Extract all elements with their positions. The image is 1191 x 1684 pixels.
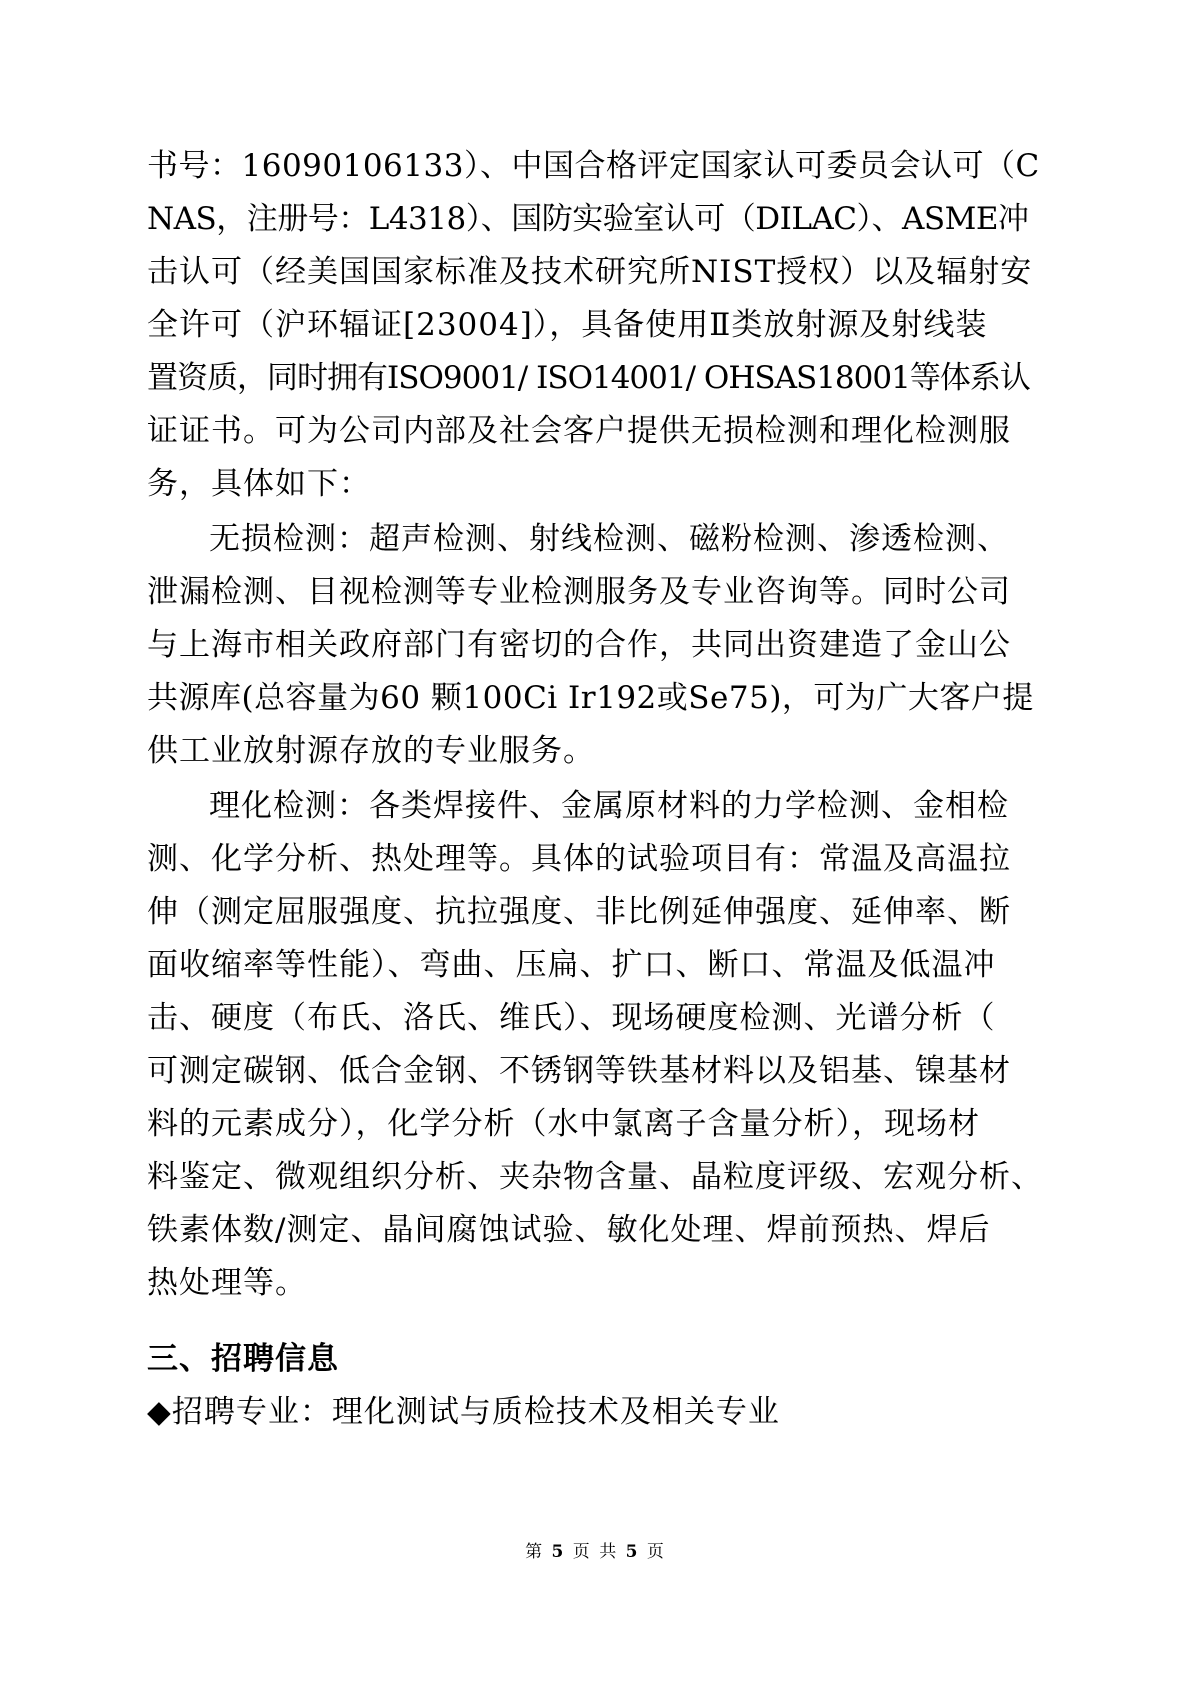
footer-total-pages: 5 — [625, 1542, 640, 1562]
section-heading: 三、招聘信息 — [147, 1341, 339, 1377]
text-line: 热处理等。 — [147, 1265, 307, 1301]
footer-middle: 页 共 — [572, 1542, 619, 1562]
text-line: 泄漏检测、目视检测等专业检测服务及专业咨询等。同时公司 — [147, 574, 1011, 610]
bullet-text: 招聘专业：理化测试与质检技术及相关专业 — [171, 1394, 780, 1430]
text-line: 供工业放射源存放的专业服务。 — [147, 733, 595, 769]
text-line: 书号：16090106133）、中国合格评定国家认可委员会认可（C — [147, 148, 1040, 184]
text-line: 击、硬度（布氏、洛氏、维氏）、现场硬度检测、光谱分析（ — [147, 1000, 996, 1036]
text-line: 料鉴定、微观组织分析、夹杂物含量、晶粒度评级、宏观分析、 — [147, 1159, 1043, 1195]
bullet-item — [147, 1392, 780, 1432]
text-line: 伸（测定屈服强度、抗拉强度、非比例延伸强度、延伸率、断 — [147, 894, 1011, 930]
text-line: NAS，注册号：L4318）、国防实验室认可（DILAC）、ASME冲 — [147, 201, 1029, 237]
text-line: 面收缩率等性能）、弯曲、压扁、扩口、断口、常温及低温冲 — [147, 947, 996, 983]
text-line: 可测定碳钢、低合金钢、不锈钢等铁基材料以及铝基、镍基材 — [147, 1053, 1011, 1089]
page-footer — [0, 1541, 1191, 1563]
text-line: 全许可（沪环辐证[23004]），具备使用Ⅱ类放射源及射线装 — [147, 307, 988, 343]
text-line: 无损检测：超声检测、射线检测、磁粉检测、渗透检测、 — [209, 521, 1009, 557]
text-line: 铁素体数/测定、晶间腐蚀试验、敏化处理、焊前预热、焊后 — [147, 1212, 991, 1248]
text-line: 与上海市相关政府部门有密切的合作，共同出资建造了金山公 — [147, 627, 1011, 663]
text-line: 证证书。可为公司内部及社会客户提供无损检测和理化检测服 — [147, 413, 1011, 449]
text-line: 击认可（经美国国家标准及技术研究所NIST授权）以及辐射安 — [147, 254, 1033, 290]
footer-prefix: 第 — [525, 1542, 545, 1562]
text-line: 料的元素成分），化学分析（水中氯离子含量分析），现场材 — [147, 1106, 980, 1142]
text-line: 置资质，同时拥有ISO9001/ ISO14001/ OHSAS18001等体系认 — [147, 360, 1030, 396]
text-line: 务，具体如下： — [147, 466, 371, 502]
diamond-bullet-icon: ◆ — [147, 1394, 172, 1430]
text-line: 测、化学分析、热处理等。具体的试验项目有：常温及高温拉 — [147, 841, 1011, 877]
text-line: 理化检测：各类焊接件、金属原材料的力学检测、金相检 — [209, 788, 1009, 824]
footer-current-page: 5 — [551, 1542, 566, 1562]
footer-suffix: 页 — [646, 1542, 666, 1562]
text-line: 共源库(总容量为60 颗100Ci Ir192或Se75)，可为广大客户提 — [147, 680, 1034, 716]
